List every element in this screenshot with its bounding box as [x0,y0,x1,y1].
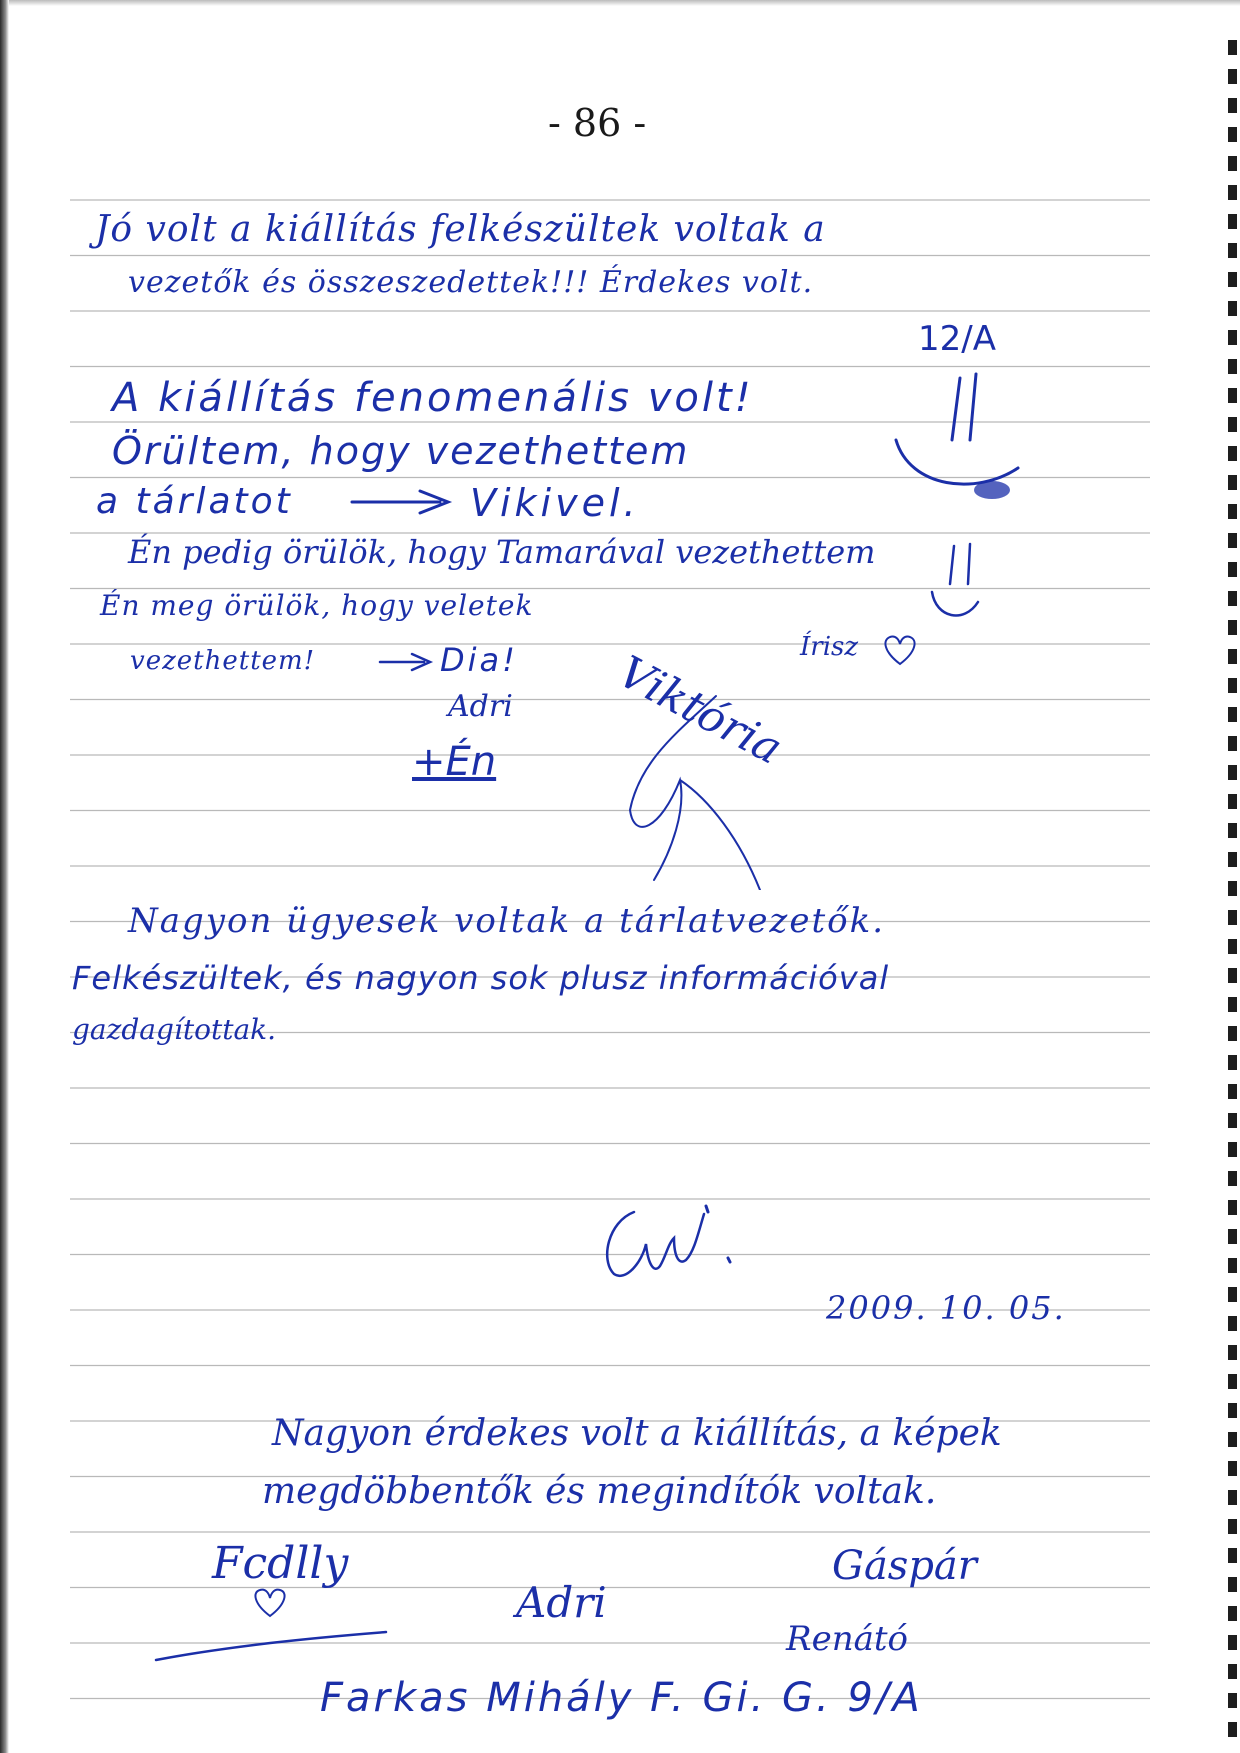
spiral-hole [1228,214,1237,229]
spiral-hole [1228,765,1237,780]
spiral-hole [1228,69,1237,84]
spiral-hole [1228,939,1237,954]
spiral-hole [1228,185,1237,200]
entry-3-line-1: Nagyon ügyesek voltak a tárlatvezetők. [128,901,886,941]
spiral-hole [1228,707,1237,722]
entry-3-line-2: Felkészültek, és nagyon sok plusz információval [72,959,890,997]
spiral-hole [1228,1316,1237,1331]
spiral-hole [1228,1577,1237,1592]
entry-2-line-2: Örültem, hogy vezethettem [112,429,690,473]
spiral-hole [1228,330,1237,345]
spiral-hole [1228,127,1237,142]
smiley-face-icon [880,370,1030,520]
spiral-hole [1228,446,1237,461]
spiral-hole [1228,1635,1237,1650]
spiral-hole [1228,1519,1237,1534]
entry-2-line-3: a tárlatot [96,481,293,522]
spiral-hole [1228,417,1237,432]
heart-icon [880,632,920,668]
entry-2-line-1: A kiállítás fenomenális volt! [112,375,754,421]
spiral-hole [1228,243,1237,258]
spiral-binding [1220,0,1240,1753]
entry-1-line-1: Jó volt a kiállítás felkészültek voltak a [95,209,826,250]
entry-4-line-2: megdöbbentők és megindítók voltak. [262,1471,937,1512]
spiral-hole [1228,852,1237,867]
spiral-hole [1228,1200,1237,1215]
spiral-hole [1228,620,1237,635]
spiral-hole [1228,881,1237,896]
spiral-hole [1228,1084,1237,1099]
spiral-hole [1228,794,1237,809]
spiral-hole [1228,1548,1237,1563]
signature-iris: Írisz [800,632,859,662]
spiral-hole [1228,736,1237,751]
page-number: - 86 - [548,101,647,145]
arrow-icon [348,486,458,516]
entry-2-line-6: Én meg örülök, hogy veletek [100,589,534,622]
entry-3-line-3: gazdagítottak. [72,1013,277,1046]
spiral-hole [1228,1026,1237,1041]
spiral-hole [1228,997,1237,1012]
heart-icon [250,1586,290,1620]
spiral-hole [1228,388,1237,403]
signature-viktoria: Viktória [609,646,791,775]
entry-3-date: 2009. 10. 05. [826,1289,1066,1327]
spiral-hole [1228,1171,1237,1186]
smiley-face-icon [918,540,988,650]
spiral-hole [1228,562,1237,577]
signature-flourish [150,1570,390,1670]
spiral-hole [1228,301,1237,316]
entry-2-line-7: vezethettem! [130,646,316,676]
spiral-hole [1228,1693,1237,1708]
entry-4-line-1: Nagyon érdekes volt a kiállítás, a képek [272,1413,1002,1454]
signature-en: +Én [412,739,497,785]
signature-adri: Adri [448,689,513,724]
spiral-hole [1228,1664,1237,1679]
spiral-hole [1228,823,1237,838]
spiral-hole [1228,678,1237,693]
entry-2-line-5: Én pedig örülök, hogy Tamarával vezethettem [128,533,876,571]
spiral-hole [1228,1229,1237,1244]
spiral-hole [1228,1113,1237,1128]
spiral-hole [1228,98,1237,113]
class-label: 12/A [918,319,996,359]
signature-gaspar: Gáspár [832,1543,977,1589]
spiral-hole [1228,272,1237,287]
entry-2-line-8: Dia! [440,641,518,679]
spiral-hole [1228,504,1237,519]
spiral-hole [1228,156,1237,171]
signature-adri: Adri [516,1578,607,1627]
spiral-hole [1228,40,1237,55]
spiral-hole [1228,1258,1237,1273]
spiral-hole [1228,1722,1237,1737]
entry-1-line-2: vezetők és összeszedettek!!! Érdekes volt. [128,265,814,300]
arrow-icon [376,650,436,674]
spiral-hole [1228,1606,1237,1621]
spiral-hole [1228,1461,1237,1476]
spiral-hole [1228,533,1237,548]
spiral-hole [1228,475,1237,490]
spiral-hole [1228,968,1237,983]
spiral-hole [1228,359,1237,374]
spiral-hole [1228,1055,1237,1070]
spiral-hole [1228,649,1237,664]
spiral-hole [1228,1490,1237,1505]
spiral-hole [1228,591,1237,606]
entry-4-footer: Farkas Mihály F. Gi. G. 9/A [320,1675,923,1721]
signature-fcdlly: Fcdlly [212,1538,349,1589]
signature-flourish [620,690,780,890]
entry-2-line-4: Vikivel. [470,481,640,525]
spiral-hole [1228,1374,1237,1389]
spiral-hole [1228,1345,1237,1360]
spiral-hole [1228,1403,1237,1418]
spiral-hole [1228,1142,1237,1157]
spiral-hole [1228,1287,1237,1302]
spiral-hole [1228,910,1237,925]
signature-renato: Renátó [786,1619,909,1659]
signature-icon [594,1200,754,1290]
spiral-hole [1228,1432,1237,1447]
